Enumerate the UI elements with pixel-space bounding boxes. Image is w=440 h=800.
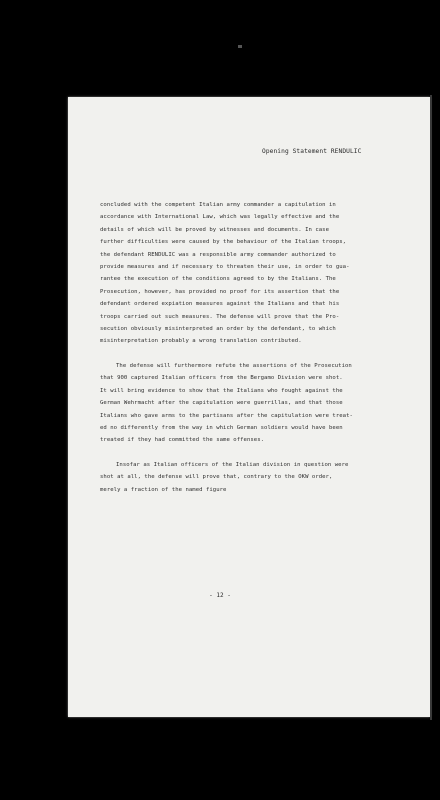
text-line: rantee the execution of the conditions agreed to by the Italians. The — [100, 276, 336, 283]
text-line: treated if they had committed the same offenses. — [100, 437, 265, 444]
text-line: Italians who gave arms to the partisans after the capitulation were treat- — [100, 412, 353, 419]
document-body — [100, 199, 420, 508]
text-line: misinterpretation probably a wrong translation contributed. — [100, 338, 302, 345]
text-line: German Wehrmacht after the capitulation were guerrillas, and that those — [100, 400, 343, 407]
text-line: ed no differently from the way in which German soldiers would have been — [100, 424, 343, 431]
text-line: troops carried out such measures. The defense will prove that the Pro- — [100, 313, 340, 320]
page-header: Opening Statement RENDULIC — [262, 148, 362, 155]
text-line: shot at all, the defense will prove that, contrary to the OKW order, — [100, 474, 333, 481]
text-line: Insofar as Italian officers of the Italian division in question were — [116, 461, 349, 468]
text-line: accordance with International Law, which was legally effective and the — [100, 214, 340, 221]
text-line: further difficulties were caused by the behaviour of the Italian troops, — [100, 239, 347, 246]
text-line: provide measures and if necessary to threaten their use, in order to gua- — [100, 264, 350, 271]
paragraph-1 — [100, 199, 420, 348]
text-line: that 900 captured Italian officers from the Bergamo Division were shot. — [100, 375, 343, 382]
paragraph-2 — [100, 360, 420, 447]
page-number: - 12 - — [209, 592, 231, 599]
text-line: Prosecution, however, has provided no proof for its assertion that the — [100, 288, 340, 295]
text-line: the defendant RENDULIC was a responsible army commander authorized to — [100, 251, 336, 258]
film-speck — [238, 45, 242, 48]
text-line: secution obviously misinterpreted an order by the defendant, to which — [100, 326, 336, 333]
page-edge-shadow — [430, 95, 432, 720]
text-line: It will bring evidence to show that the Italians who fought against the — [100, 387, 343, 394]
text-line: defendant ordered expiation measures against the Italians and that his — [100, 301, 340, 308]
text-line: concluded with the competent Italian army commander a capitulation in — [100, 202, 336, 208]
text-line: The defense will furthermore refute the assertions of the Prosecution — [116, 362, 352, 369]
text-line: merely a fraction of the named figure — [100, 486, 227, 493]
paragraph-3 — [100, 459, 420, 496]
text-line: details of which will be proved by witnesses and documents. In case — [100, 226, 329, 233]
